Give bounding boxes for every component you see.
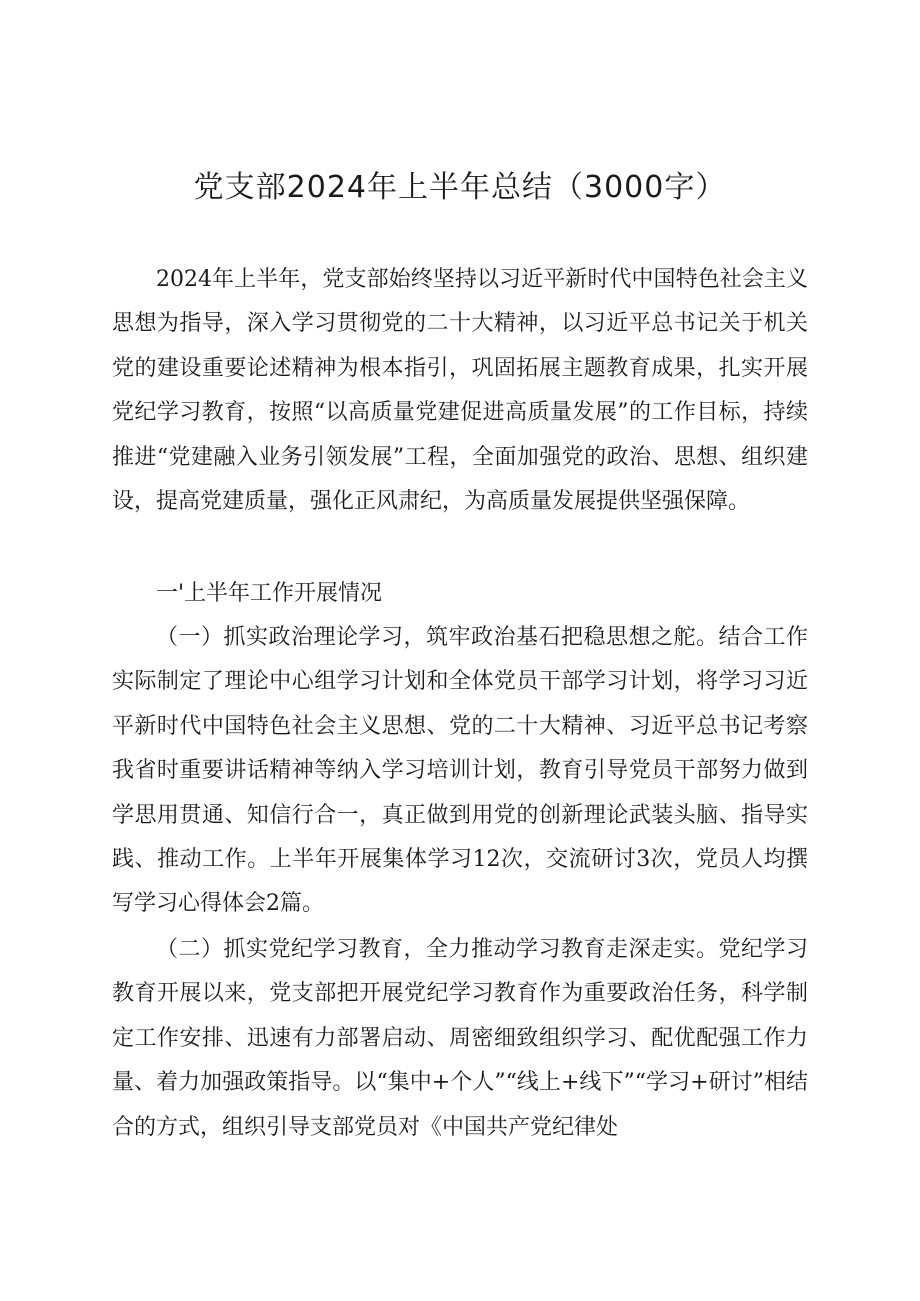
paragraph-discipline-education: （二）抓实党纪学习教育，全力推动学习教育走深走实。党纪学习教育开展以来，党支部把开展党纪学习教育作为重要政治任务，科学制定工作安排、迅速有力部署启动、周密细致组织学习、配优配强工作力量、着力加强政策指导。以“集中+个人”“线上+线下”“学习+研讨”相结合的方式，组织引导支部党员对《中国共产党纪律处 (112, 937, 808, 1140)
intro-paragraph: 2024年上半年，党支部始终坚持以习近平新时代中国特色社会主义思想为指导，深入学习贯彻党的二十大精神，以习近平总书记关于机关党的建设重要论述精神为根本指引，巩固拓展主题教育成果，扎实开展党纪学习教育，按照“以高质量党建促进高质量发展”的工作目标，持续推进“党建融入业务引领发展”工程，全面加强党的政治、思想、组织建设，提高党建质量，强化正风肃纪，为高质量发展提供坚强保障。 (112, 267, 808, 515)
document-title: 党支部2024年上半年总结（3000字） (193, 170, 727, 205)
section-heading: 一'上半年工作开展情况 (156, 581, 383, 606)
paragraph-theory-study: （一）抓实政治理论学习，筑牢政治基石把稳思想之舵。结合工作实际制定了理论中心组学习计划和全体党员干部学习计划，将学习习近平新时代中国特色社会主义思想、党的二十大精神、习近平总书记考察我省时重要讲话精神等纳入学习培训计划，教育引导党员干部努力做到学思用贯通、知信行合一，真正做到用党的创新理论武装头脑、指导实践、推动工作。上半年开展集体学习12次，交流研讨3次，党员人均撰写学习心得体会2篇。 (112, 625, 808, 917)
